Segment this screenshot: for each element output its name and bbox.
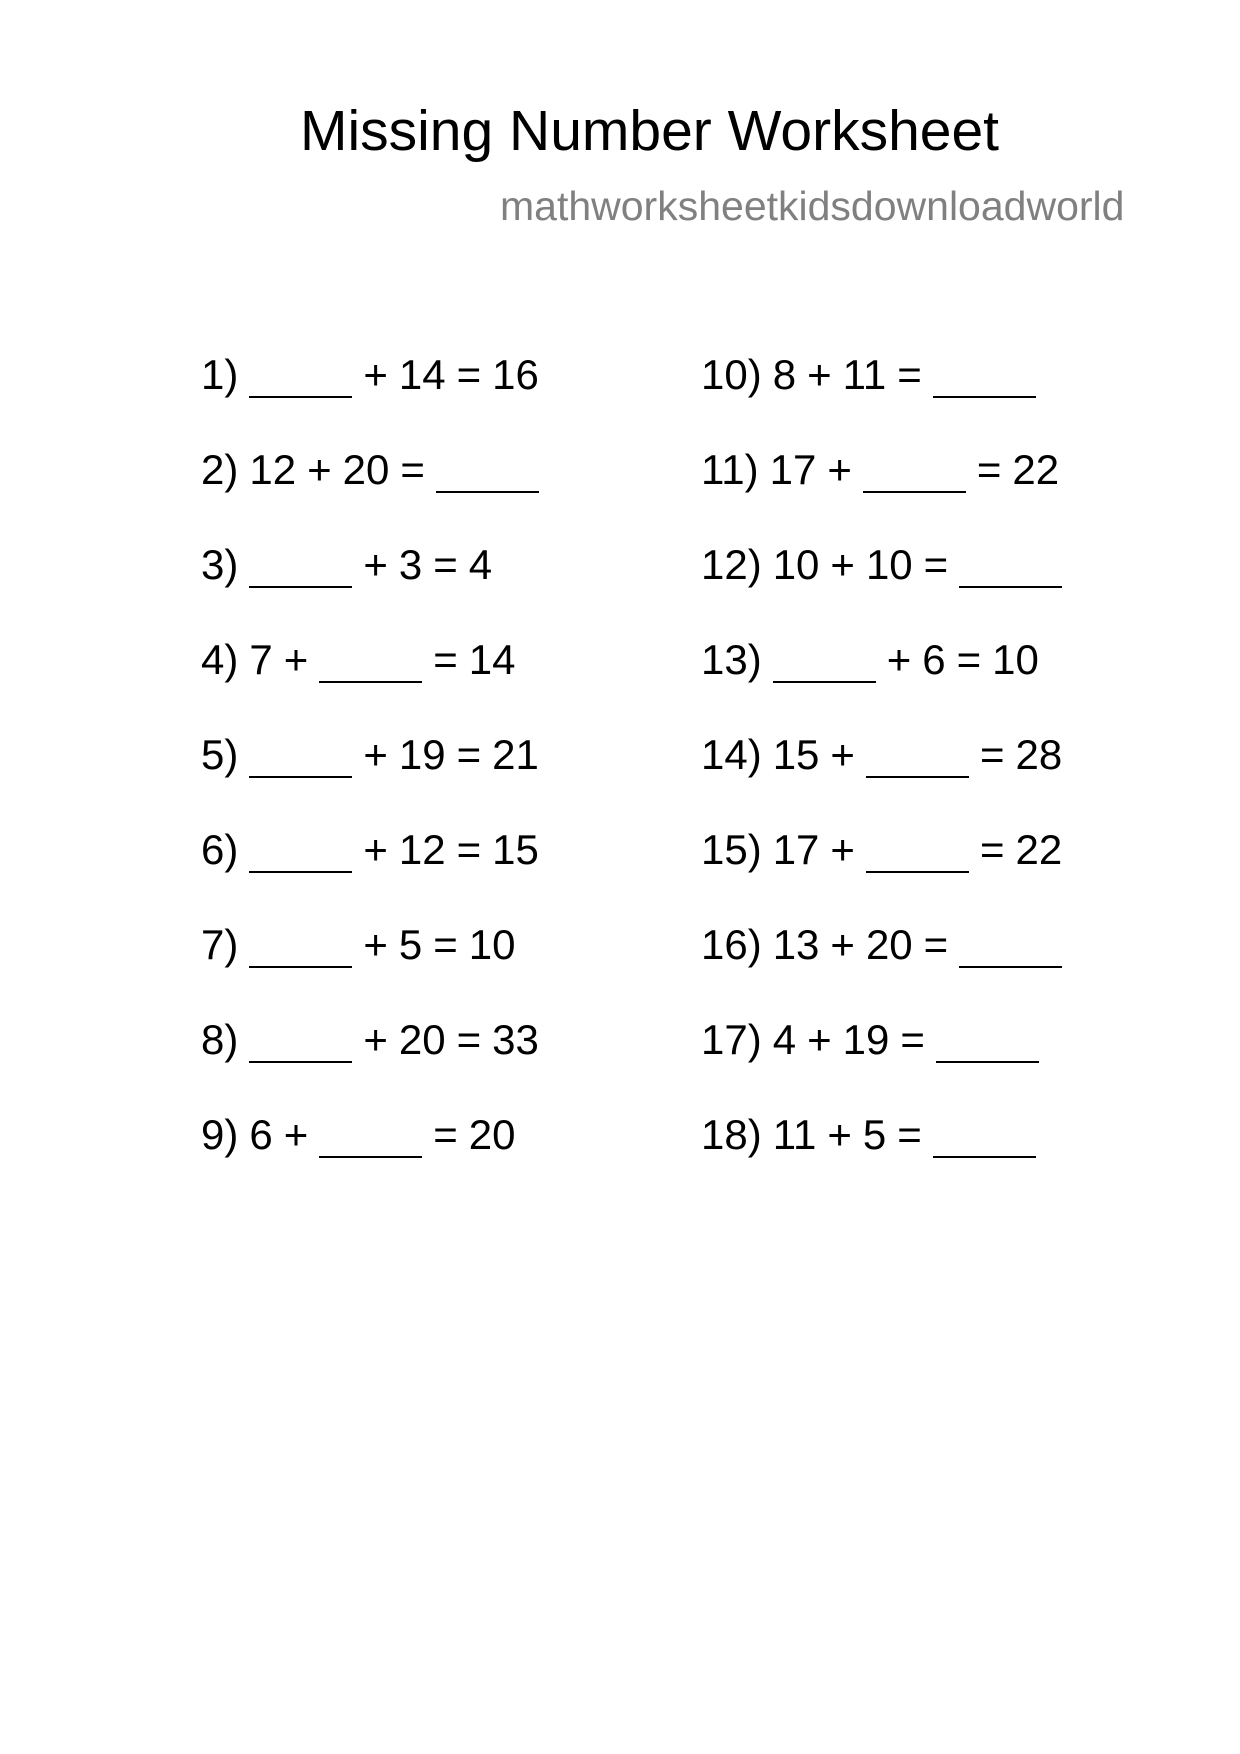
number-term: 16 (492, 351, 539, 398)
answer-blank[interactable] (936, 1015, 1039, 1063)
problem-number: 5) (201, 731, 239, 778)
plus-sign: + (363, 351, 388, 398)
answer-blank[interactable] (863, 445, 966, 493)
answer-blank[interactable] (249, 350, 352, 398)
problem-number: 10) (701, 351, 762, 398)
answer-blank[interactable] (959, 540, 1062, 588)
problem-row (701, 1015, 1073, 1110)
equals-sign: = (900, 1016, 925, 1063)
number-term: 7 (249, 636, 273, 683)
number-term: 12 (398, 826, 446, 873)
equals-sign: = (923, 921, 949, 968)
problem-row (701, 730, 1073, 825)
problem-row (201, 920, 550, 1015)
number-term: 14 (468, 636, 516, 683)
number-term: 17 (772, 826, 820, 873)
answer-blank[interactable] (866, 825, 969, 873)
problem-row (201, 730, 550, 825)
number-term: 28 (1015, 731, 1063, 778)
plus-sign: + (363, 541, 388, 588)
problem-row (201, 540, 550, 635)
problem-row (201, 825, 550, 920)
problem-row (201, 1110, 550, 1205)
plus-sign: + (283, 1111, 309, 1158)
plus-sign: + (886, 636, 912, 683)
answer-blank[interactable] (319, 1110, 422, 1158)
number-term: 14 (398, 351, 446, 398)
number-term: 6 (922, 636, 946, 683)
number-term: 11 (842, 351, 887, 398)
problem-number: 7) (201, 921, 239, 968)
number-term: 12 (249, 446, 297, 493)
number-term: 3 (398, 541, 423, 588)
problem-row (201, 350, 550, 445)
answer-blank[interactable] (866, 730, 969, 778)
problem-row (701, 920, 1073, 1015)
plus-sign: + (363, 826, 388, 873)
number-term: 10 (468, 921, 516, 968)
plus-sign: + (283, 636, 309, 683)
number-term: 6 (249, 1111, 273, 1158)
number-term: 13 (772, 921, 820, 968)
problem-number: 4) (201, 636, 239, 683)
equals-sign: = (433, 921, 458, 968)
answer-blank[interactable] (249, 920, 352, 968)
answer-blank[interactable] (249, 825, 352, 873)
plus-sign: + (830, 826, 855, 873)
answer-blank[interactable] (319, 635, 422, 683)
problem-number: 9) (201, 1111, 239, 1158)
plus-sign: + (807, 351, 832, 398)
problems-right-column (701, 350, 1073, 1205)
answer-blank[interactable] (436, 445, 539, 493)
plus-sign: + (830, 731, 855, 778)
plus-sign: + (363, 1016, 388, 1063)
equals-sign: = (433, 636, 458, 683)
number-term: 8 (772, 351, 797, 398)
problem-number: 13) (701, 636, 762, 683)
problem-number: 1) (201, 351, 239, 398)
number-term: 10 (865, 541, 913, 588)
number-term: 4 (772, 1016, 797, 1063)
problem-number: 17) (701, 1016, 762, 1063)
number-term: 10 (992, 636, 1039, 683)
equals-sign: = (897, 351, 922, 398)
problem-row (701, 1110, 1073, 1205)
equals-sign: = (433, 541, 458, 588)
answer-blank[interactable] (249, 540, 352, 588)
equals-sign: = (456, 731, 482, 778)
number-term: 5 (398, 921, 423, 968)
number-term: 20 (865, 921, 913, 968)
number-term: 5 (862, 1111, 887, 1158)
equals-sign: = (456, 351, 482, 398)
answer-blank[interactable] (249, 1015, 352, 1063)
plus-sign: + (830, 541, 855, 588)
number-term: 20 (468, 1111, 516, 1158)
equals-sign: = (976, 446, 1002, 493)
number-term: 20 (342, 446, 390, 493)
equals-sign: = (400, 446, 425, 493)
problem-row (201, 445, 550, 540)
number-term: 21 (492, 731, 539, 778)
plus-sign: + (363, 731, 388, 778)
problem-row (701, 540, 1073, 635)
plus-sign: + (827, 446, 852, 493)
problem-number: 12) (701, 541, 762, 588)
plus-sign: + (307, 446, 332, 493)
equals-sign: = (897, 1111, 922, 1158)
problem-row (701, 825, 1073, 920)
problem-row (701, 635, 1073, 730)
problem-row (701, 350, 1073, 445)
worksheet-subtitle: mathworksheetkidsdownloadworld (500, 183, 1125, 229)
equals-sign: = (923, 541, 949, 588)
number-term: 4 (468, 541, 493, 588)
answer-blank[interactable] (959, 920, 1062, 968)
problem-row (701, 445, 1073, 540)
problem-number: 8) (201, 1016, 239, 1063)
equals-sign: = (456, 826, 482, 873)
plus-sign: + (830, 921, 855, 968)
equals-sign: = (979, 826, 1005, 873)
problem-row (201, 1015, 550, 1110)
number-term: 19 (398, 731, 446, 778)
problem-number: 16) (701, 921, 762, 968)
answer-blank[interactable] (933, 1110, 1036, 1158)
number-term: 20 (398, 1016, 446, 1063)
problem-number: 3) (201, 541, 239, 588)
number-term: 33 (492, 1016, 539, 1063)
number-term: 10 (772, 541, 820, 588)
number-term: 17 (769, 446, 817, 493)
answer-blank[interactable] (249, 730, 352, 778)
equals-sign: = (456, 1016, 482, 1063)
problem-row (201, 635, 550, 730)
answer-blank[interactable] (773, 635, 876, 683)
number-term: 15 (772, 731, 820, 778)
number-term: 22 (1015, 826, 1063, 873)
problem-number: 6) (201, 826, 239, 873)
plus-sign: + (827, 1111, 852, 1158)
number-term: 11 (772, 1111, 817, 1158)
number-term: 22 (1012, 446, 1060, 493)
equals-sign: = (979, 731, 1005, 778)
problem-number: 11) (701, 446, 759, 493)
number-term: 15 (492, 826, 539, 873)
problem-number: 15) (701, 826, 762, 873)
plus-sign: + (807, 1016, 832, 1063)
problems-left-column (201, 350, 550, 1205)
problem-number: 18) (701, 1111, 762, 1158)
problem-number: 2) (201, 446, 239, 493)
answer-blank[interactable] (933, 350, 1036, 398)
equals-sign: = (956, 636, 982, 683)
equals-sign: = (433, 1111, 458, 1158)
number-term: 19 (842, 1016, 890, 1063)
problem-number: 14) (701, 731, 762, 778)
plus-sign: + (363, 921, 388, 968)
worksheet-title: Missing Number Worksheet (300, 99, 1000, 163)
